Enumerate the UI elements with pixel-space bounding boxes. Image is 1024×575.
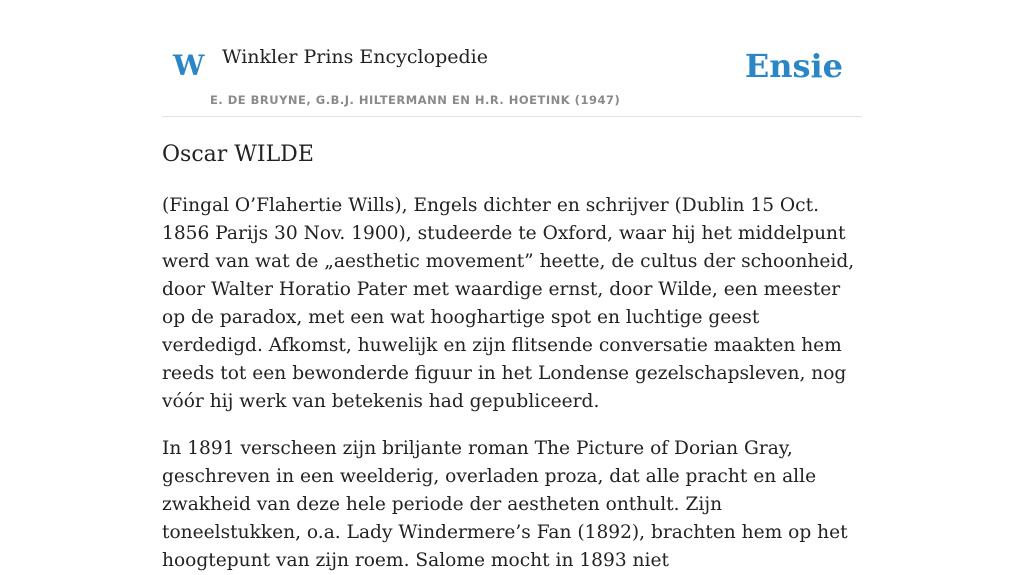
site-header: [162, 30, 862, 117]
article-paragraph: (Fingal O’Flahertie Wills), Engels dichter en schrijver (Dublin 15 Oct. 1856 Parijs 30 Nov. 1900), studeerde te Oxford, waar hij het middelpunt werd van wat de „aesthetic movement” heette, de cultus der schoonheid, door Walter Horatio Pater met waardige ernst, door Wilde, een meester op de paradox, met een wat hooghartige spot en luchtige geest verdedigd. Afkomst, huwelijk en zijn flitsende conversatie maakten hem reeds tot een bewonderde figuur in het Londense gezelschapsleven, nog vóór hij werk van betekenis had gepubliceerd.: [162, 195, 855, 412]
article-title: Oscar WILDE: [162, 142, 314, 167]
article: [162, 140, 862, 575]
ensie-logo[interactable]: Ensie: [744, 47, 843, 85]
winkler-prins-logo[interactable]: W: [173, 49, 205, 82]
book-authors: E. DE BRUYNE, G.B.J. HILTERMANN EN H.R. HOETINK (1947): [210, 93, 621, 107]
article-paragraph: In 1891 verscheen zijn briljante roman The Picture of Dorian Gray, geschreven in een weelderig, overladen proza, dat alle pracht en alle zwakheid van deze hele periode der aestheten onthult. Zijn toneelstukken, o.a. Lady Windermere’s Fan (1892), brachten hem op het hoogtepunt van zijn roem. Salome mocht in 1893 niet: [162, 438, 848, 571]
book-title[interactable]: Winkler Prins Encyclopedie: [222, 46, 488, 68]
